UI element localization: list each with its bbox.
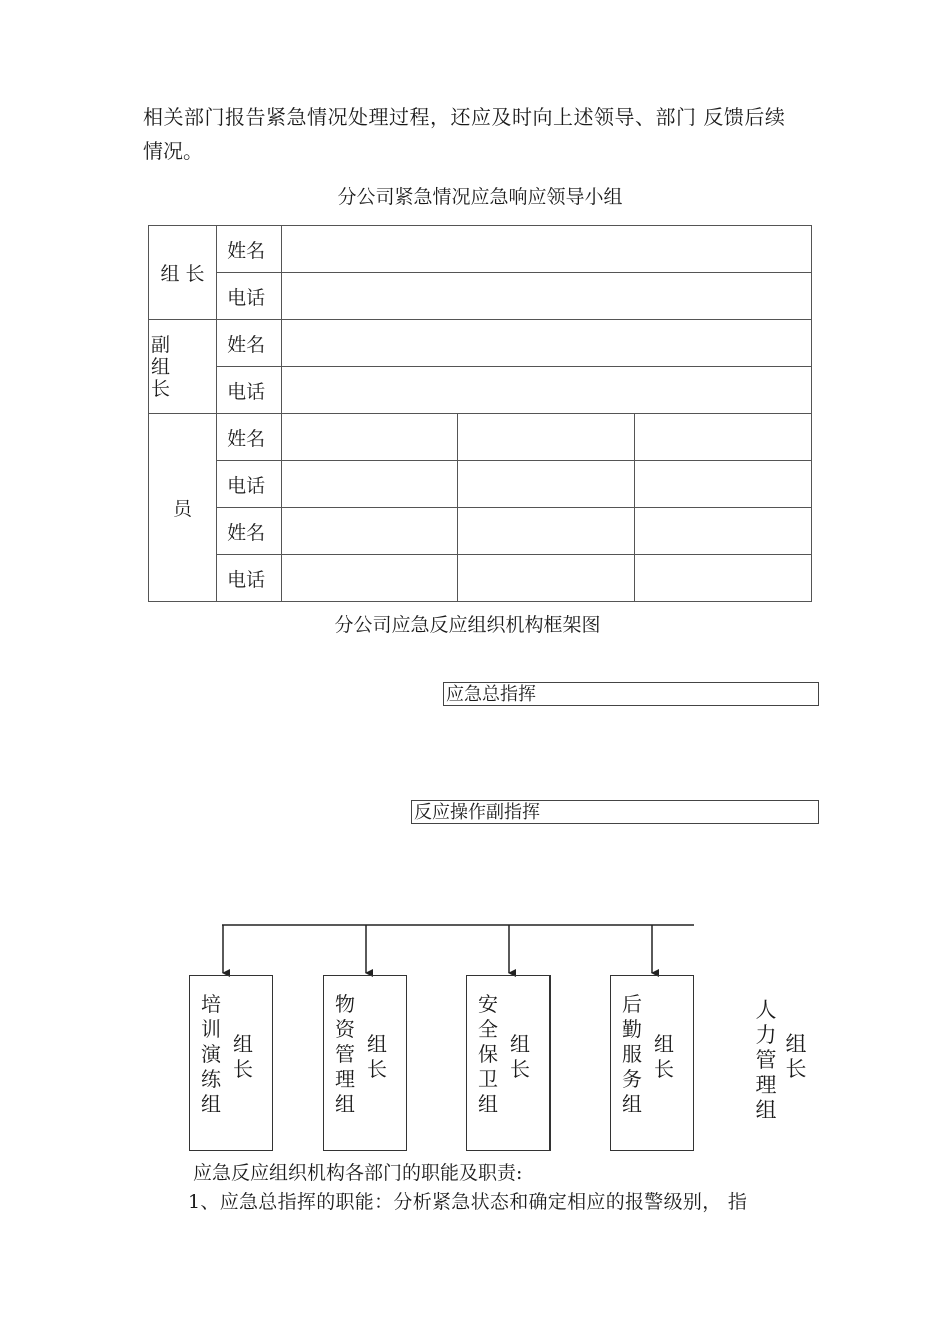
item-1-text: 1、应急总指挥的职能：分析紧急状态和确定相应的报警级别， 指 xyxy=(188,1191,748,1213)
group-name: 安 全 保 卫 组 xyxy=(478,992,498,1116)
member-role-cell: 员 xyxy=(149,414,217,602)
name-label: 姓名 xyxy=(217,226,282,273)
leader-role-cell: 组 长 xyxy=(149,226,217,320)
group-leader-label: 组 长 xyxy=(233,1032,253,1081)
group-name: 后 勤 服 务 组 xyxy=(622,992,642,1116)
box-shadow-line xyxy=(549,975,551,1151)
group-hr xyxy=(755,998,815,1128)
group-leader-label: 组 长 xyxy=(367,1032,387,1081)
name-label: 姓名 xyxy=(217,508,282,555)
intro-line-2: 情况。 xyxy=(143,139,203,163)
group-box-logistics xyxy=(610,975,694,1151)
phone-label: 电话 xyxy=(217,555,282,602)
phone-label: 电话 xyxy=(217,367,282,414)
name-label: 姓名 xyxy=(217,414,282,461)
group-leader-label: 组 长 xyxy=(785,1032,807,1081)
operation-commander-box: 反应操作副指挥 xyxy=(411,800,819,824)
group-box-materials xyxy=(323,975,407,1151)
table-title: 分公司紧急情况应急响应领导小组 xyxy=(337,186,623,208)
intro-line-1: 相关部门报告紧急情况处理过程，还应及时向上述领导、部门 反馈后续 xyxy=(143,105,786,129)
phone-label: 电话 xyxy=(217,273,282,320)
deputy-role-cell: 副 组 长 xyxy=(149,320,217,414)
group-box-training xyxy=(189,975,273,1151)
phone-label: 电话 xyxy=(217,461,282,508)
commander-box: 应急总指挥 xyxy=(443,682,819,706)
group-box-security xyxy=(466,975,550,1151)
org-chart-title: 分公司应急反应组织机构框架图 xyxy=(334,614,601,636)
group-leader-label: 组 长 xyxy=(654,1032,674,1081)
name-label: 姓名 xyxy=(217,320,282,367)
group-name: 物 资 管 理 组 xyxy=(335,992,355,1116)
group-name: 培 训 演 练 组 xyxy=(201,992,221,1116)
section-heading: 应急反应组织机构各部门的职能及职责: xyxy=(193,1162,523,1184)
group-name: 人 力 管 理 组 xyxy=(755,998,777,1122)
group-leader-label: 组 长 xyxy=(510,1032,530,1081)
